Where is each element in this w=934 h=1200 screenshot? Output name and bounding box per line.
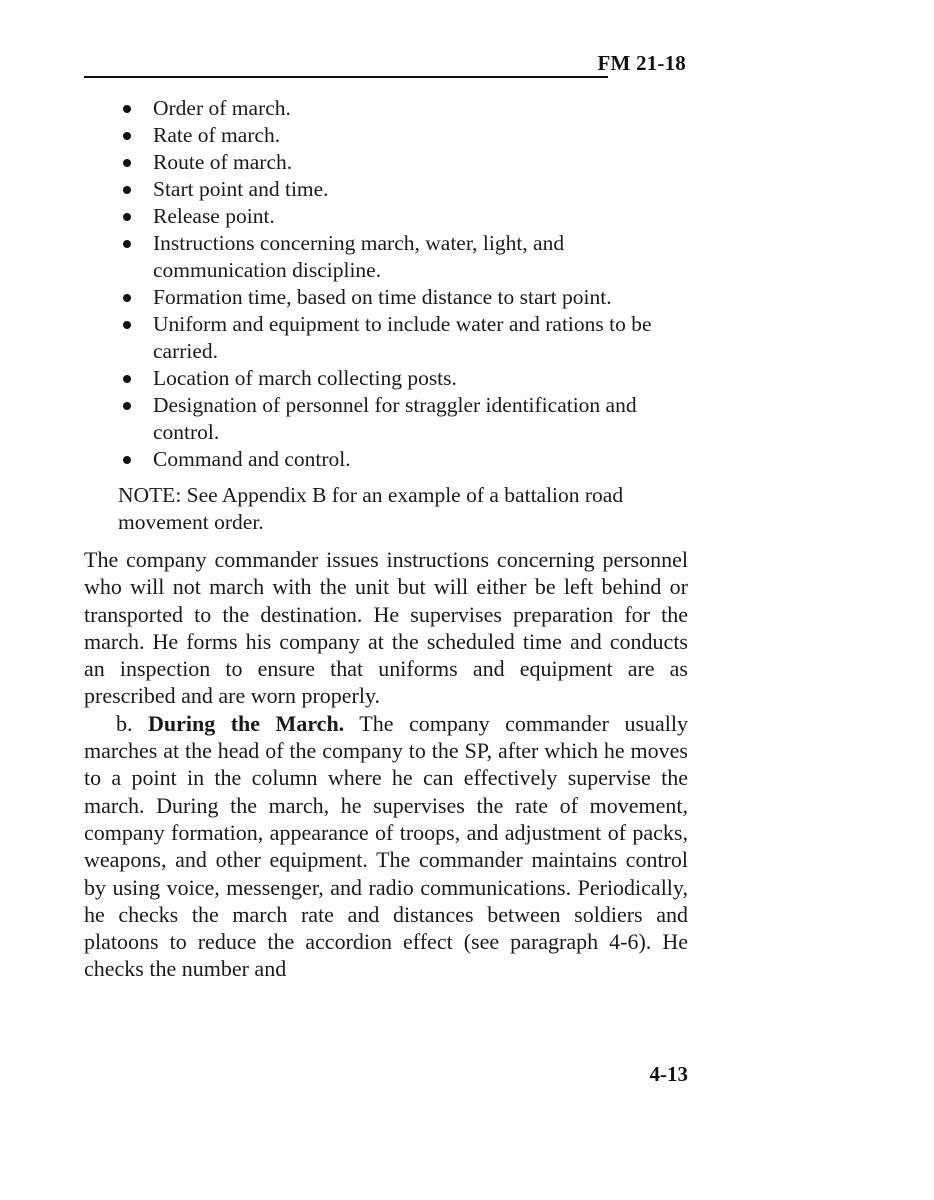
bullet-dot-icon — [123, 321, 131, 329]
bullet-dot-icon — [123, 375, 131, 383]
list-item — [118, 284, 690, 311]
header-rule — [84, 76, 608, 78]
page-number: 4-13 — [649, 1062, 688, 1086]
list-item — [118, 149, 690, 176]
paragraph-commander-instructions: The company commander issues instructions concerning personnel who will not march with the unit but will either be left behind or transported to the destination. He supervises preparation for the march. He forms his company at the scheduled time and conducts an inspection to ensure that uniforms and equipment are as prescribed and are worn properly. — [84, 547, 688, 709]
list-item — [118, 311, 690, 365]
page-header — [84, 48, 692, 82]
bullet-dot-icon — [123, 294, 131, 302]
list-item-text: Route of march. — [153, 150, 293, 174]
bullet-dot-icon — [123, 402, 131, 410]
bullet-dot-icon — [123, 132, 131, 140]
list-item-text: Order of march. — [153, 96, 291, 120]
body-text — [84, 546, 688, 983]
bullet-dot-icon — [123, 456, 131, 464]
paragraph-body: The company commander usually marches at the head of the company to the SP, after which he moves to a point in the column where he can effectively supervise the march. During the march, he supervises the rate of movement, company formation, appearance of troops, and adjustment of packs, weapons, and other equipment. The commander maintains control by using voice, messenger, and radio communications. Periodically, he checks the march rate and distances between soldiers and platoons to reduce the accordion effect (see paragraph 4-6). He checks the number and — [84, 710, 689, 982]
manual-number: FM 21-18 — [597, 51, 686, 75]
bullet-dot-icon — [123, 213, 131, 221]
list-item-text: Designation of personnel for straggler identification and control. — [153, 393, 637, 444]
paragraph-heading: During the March. — [148, 710, 345, 736]
bullet-dot-icon — [123, 159, 131, 167]
list-item — [118, 122, 690, 149]
list-item — [118, 365, 690, 392]
list-item-text: Uniform and equipment to include water and rations to be carried. — [153, 312, 652, 363]
paragraph-during-march — [84, 710, 688, 983]
list-item — [118, 230, 690, 284]
list-item-text: Command and control. — [153, 447, 351, 471]
list-item — [118, 446, 690, 473]
list-item-text: Release point. — [153, 204, 275, 228]
bullet-dot-icon — [123, 240, 131, 248]
list-item — [118, 95, 690, 122]
bullet-dot-icon — [123, 186, 131, 194]
list-item — [118, 203, 690, 230]
list-item-text: Start point and time. — [153, 177, 329, 201]
list-item-text: Instructions concerning march, water, light, and communication discipline. — [153, 231, 565, 282]
list-item-text: Formation time, based on time distance to start point. — [153, 285, 612, 309]
paragraph-letter: b. — [116, 710, 148, 736]
note-text: NOTE: See Appendix B for an example of a battalion road movement order. — [118, 483, 624, 534]
list-item-text: Rate of march. — [153, 123, 281, 147]
list-item-text: Location of march collecting posts. — [153, 366, 457, 390]
bullet-list — [118, 95, 690, 473]
list-item — [118, 176, 690, 203]
bullet-dot-icon — [123, 105, 131, 113]
list-item — [118, 392, 690, 446]
